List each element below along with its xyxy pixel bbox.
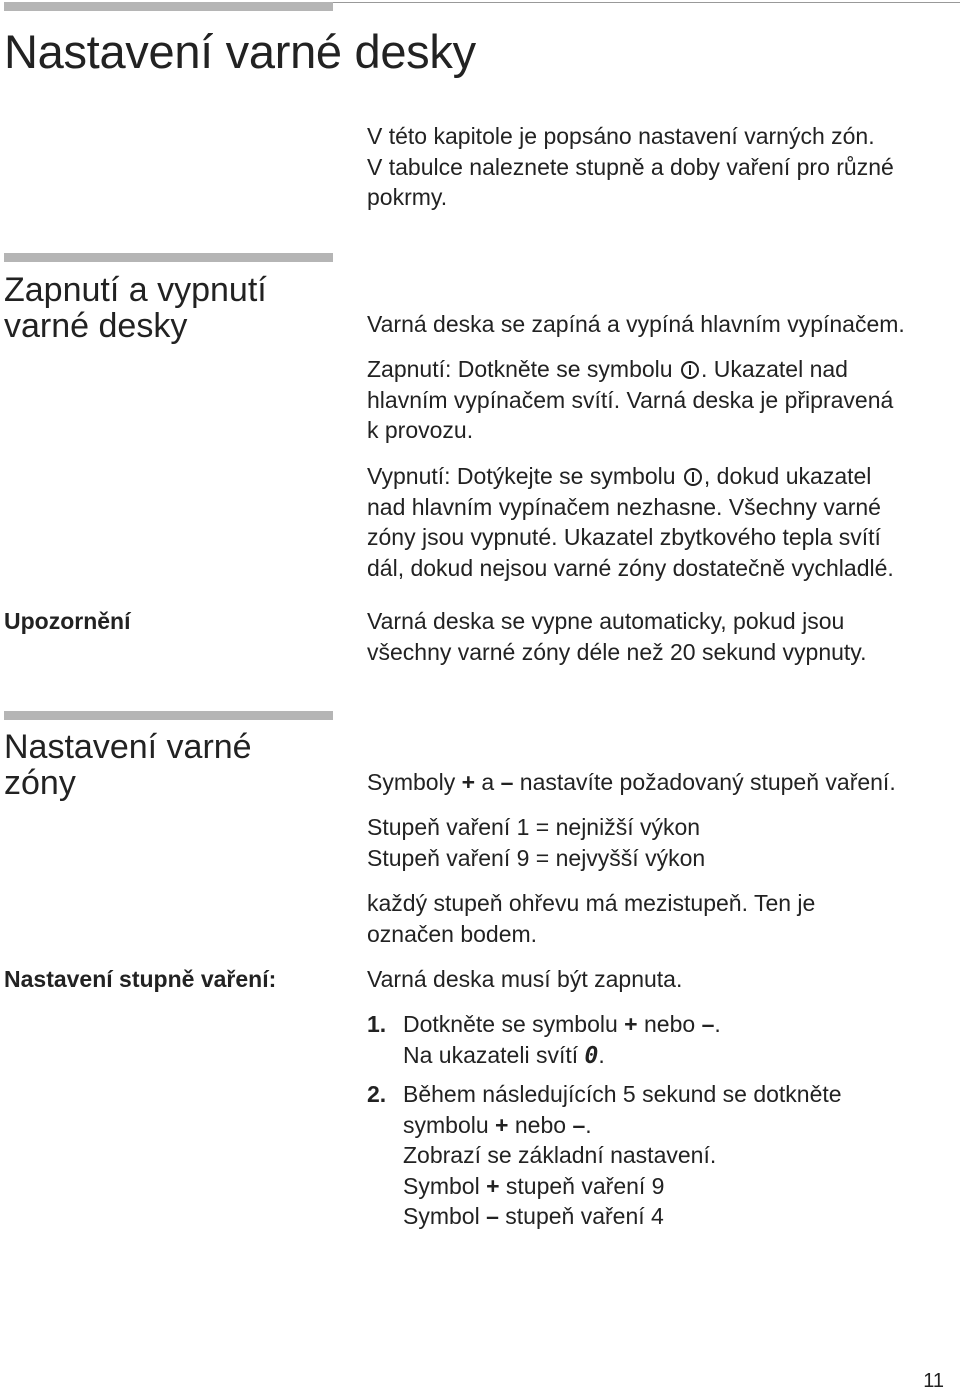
plus-symbol: + <box>486 1172 500 1199</box>
power-off-paragraph: Vypnutí: Dotýkejte se symbolu , dokud ukazatel nad hlavním vypínačem nezhasne. Všechny varné zóny jsou vypnuté. Ukazatel zbytkového tepla svítí dál, dokud nejsou varné zóny dostatečně vychladlé. <box>367 463 894 581</box>
intro-paragraph: V této kapitole je popsáno nastavení varných zón. V tabulce naleznete stupně a doby vaření pro různé pokrmy. <box>367 123 894 210</box>
top-rule <box>333 2 960 3</box>
note-label: Upozornění <box>4 608 131 634</box>
steps-list <box>367 1009 960 1240</box>
section-bar-2 <box>4 711 333 720</box>
minus-symbol: – <box>572 1111 586 1138</box>
sub-label-set-level: Nastavení stupně vaření: <box>4 966 277 992</box>
plus-symbol: + <box>624 1011 638 1037</box>
step-1: 1. Dotkněte se symbolu + nebo –. Na ukazateli svítí 0. <box>367 1011 721 1069</box>
plus-symbol: + <box>495 1111 509 1138</box>
intermediate-paragraph: každý stupeň ohřevu má mezistupeň. Ten je označen bodem. <box>367 890 816 947</box>
step-2: 2. Během následujících 5 sekund se dotkněte symbolu + nebo –. Zobrazí se základní nastavení. Symbol + stupeň vaření 9 Symbol – stupeň vaření 4 <box>367 1081 842 1229</box>
power-intro: Varná deska se zapíná a vypíná hlavním vypínačem. <box>367 311 905 337</box>
plus-symbol: + <box>461 769 476 795</box>
minus-symbol: – <box>500 769 514 795</box>
section-heading-zone: Nastavení varné zóny <box>4 728 252 802</box>
section-bar-top <box>4 2 333 11</box>
power-symbol-icon <box>681 361 699 379</box>
page-number: 11 <box>923 1370 944 1392</box>
page-title: Nastavení varné desky <box>4 25 476 78</box>
power-on-paragraph: Zapnutí: Dotkněte se symbolu . Ukazatel nad hlavním vypínačem svítí. Varná deska je připravená k provozu. <box>367 356 894 443</box>
zone-intro: Symboly + a – nastavíte požadovaný stupeň vaření. <box>367 769 896 795</box>
power-symbol-icon <box>684 468 702 486</box>
section-heading-power: Zapnutí a vypnutí varné desky <box>4 271 267 345</box>
section-bar-1 <box>4 253 333 262</box>
note-paragraph: Varná deska se vypne automaticky, pokud jsou všechny varné zóny déle než 20 sekund vypnuty. <box>367 608 867 665</box>
precondition-paragraph: Varná deska musí být zapnuta. <box>367 966 683 992</box>
minus-symbol: – <box>486 1203 499 1229</box>
levels-paragraph: Stupeň vaření 1 = nejnižší výkon Stupeň vaření 9 = nejvyšší výkon <box>367 814 706 871</box>
minus-symbol: – <box>701 1011 715 1037</box>
display-zero-icon: 0 <box>584 1042 599 1069</box>
